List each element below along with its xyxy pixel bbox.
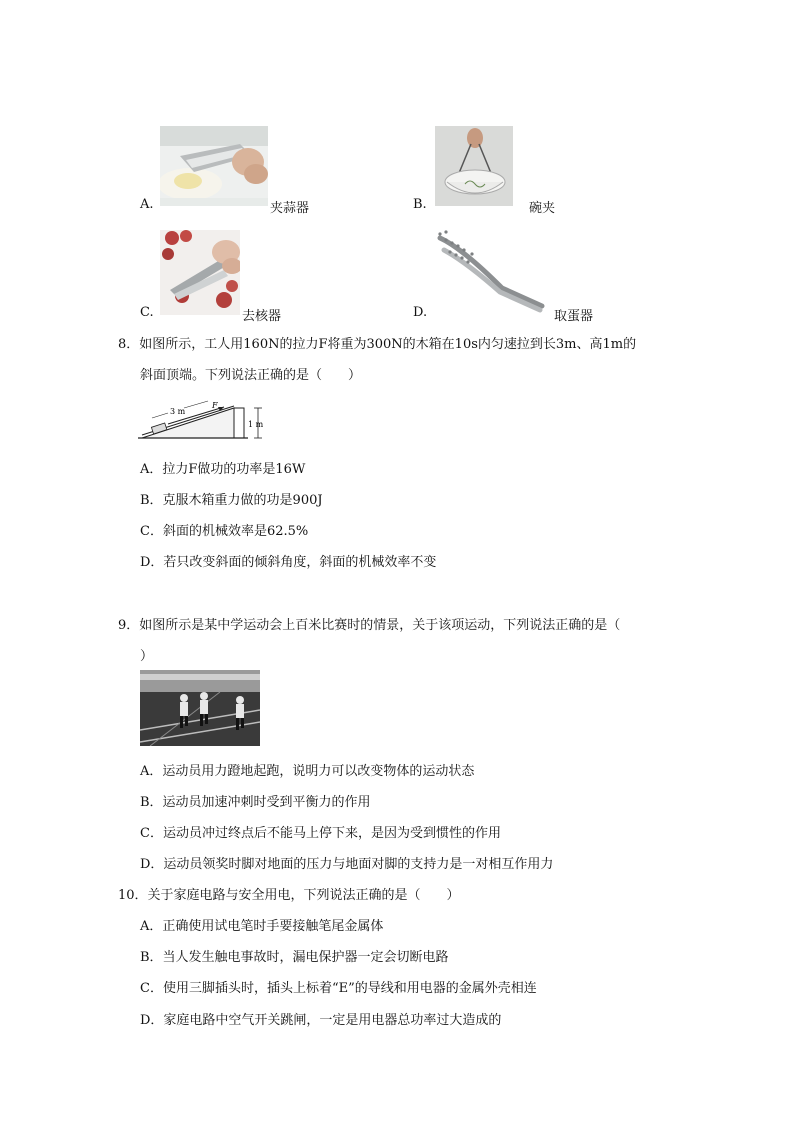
- q10-option-b: B．当人发生触电事故时，漏电保护器一定会切断电路: [140, 950, 449, 965]
- option-letter: D.: [413, 305, 428, 320]
- option-caption: 夹蒜器: [270, 201, 310, 216]
- option-letter: C.: [140, 305, 154, 320]
- q10-option-d: D．家庭电路中空气开关跳闸，一定是用电器总功率过大造成的: [140, 1013, 502, 1028]
- q9-stem-line2: ）: [140, 649, 154, 664]
- height-label: 1 m: [248, 420, 264, 429]
- q8-option-b: B．克服木箱重力做的功是900J: [140, 493, 323, 508]
- q9-option-b: B．运动员加速冲刺时受到平衡力的作用: [140, 795, 371, 810]
- sprint-race-photo: [140, 670, 260, 746]
- q10-option-a: A．正确使用试电笔时手要接触笔尾金属体: [140, 919, 384, 934]
- bowl-clip-photo: [435, 126, 513, 206]
- q9-option-c: C．运动员冲过终点后不能马上停下来，是因为受到惯性的作用: [140, 826, 501, 841]
- q10-stem: 10．关于家庭电路与安全用电，下列说法正确的是（ ）: [118, 888, 460, 903]
- q8-option-c: C．斜面的机械效率是62.5%: [140, 524, 309, 539]
- option-caption: 取蛋器: [554, 309, 594, 324]
- q8-stem-line1: 8．如图所示，工人用160N的拉力F将重为300N的木箱在10s内匀速拉到长3m、高1m的: [118, 337, 637, 352]
- option-letter: B.: [413, 197, 427, 212]
- pitter-photo: [160, 230, 240, 315]
- q8-stem-line2: 斜面顶端。下列说法正确的是（ ）: [140, 368, 362, 383]
- option-caption: 去核器: [242, 309, 282, 324]
- option-letter: A.: [140, 197, 154, 212]
- garlic-press-photo: [160, 126, 268, 206]
- length-label: 3 m: [170, 407, 186, 416]
- force-label: F: [212, 401, 218, 410]
- q8-option-d: D．若只改变斜面的倾斜角度，斜面的机械效率不变: [140, 555, 437, 570]
- incline-figure: [138, 398, 273, 442]
- egg-tongs-photo: [432, 228, 550, 316]
- q8-option-a: A．拉力F做功的功率是16W: [140, 462, 306, 477]
- option-caption: 碗夹: [529, 201, 556, 216]
- q9-stem-line1: 9．如图所示是某中学运动会上百米比赛时的情景，关于该项运动，下列说法正确的是（: [118, 618, 621, 633]
- q10-option-c: C．使用三脚插头时，插头上标着“E”的导线和用电器的金属外壳相连: [140, 981, 537, 996]
- q9-option-d: D．运动员领奖时脚对地面的压力与地面对脚的支持力是一对相互作用力: [140, 857, 554, 872]
- q9-option-a: A．运动员用力蹬地起跑，说明力可以改变物体的运动状态: [140, 764, 475, 779]
